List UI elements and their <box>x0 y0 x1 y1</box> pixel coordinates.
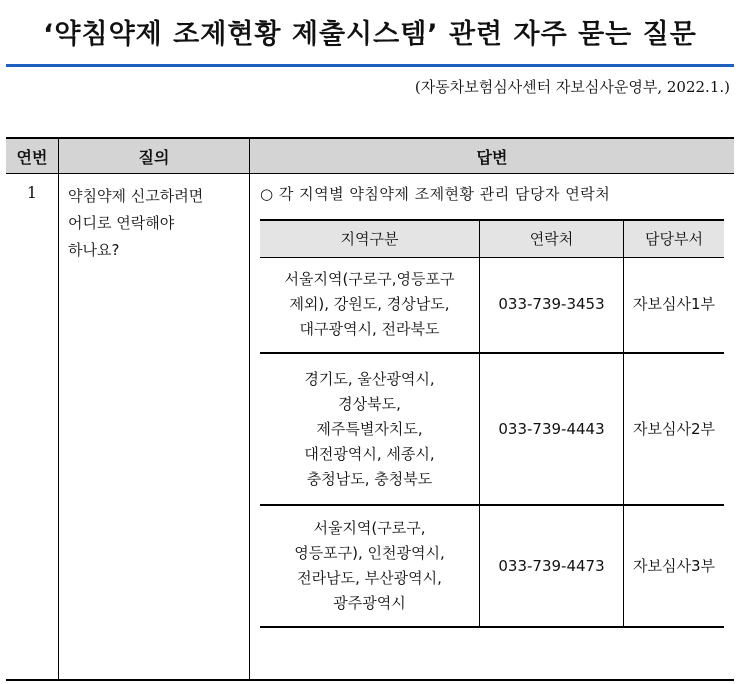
faq-table <box>6 137 734 681</box>
region-line: 광주광역시 <box>333 594 406 612</box>
column-divider <box>58 139 59 679</box>
region-cell <box>260 257 479 352</box>
question-text <box>68 183 246 264</box>
contact-row <box>260 257 724 354</box>
region-line: 제외), 강원도, 경상남도, <box>289 295 450 313</box>
phone-cell: 033-739-4473 <box>498 556 605 575</box>
column-divider <box>249 139 250 679</box>
page-title: ‘약침약제 조제현황 제출시스템’ 관련 자주 묻는 질문 <box>43 19 697 50</box>
contact-row <box>260 506 724 628</box>
header-answer: 답변 <box>250 139 734 174</box>
region-line: 경상북도, <box>338 394 401 413</box>
dept-cell: 자보심사3부 <box>633 556 715 575</box>
region-line: 대전광역시, 세종시, <box>304 444 435 463</box>
region-line: 제주특별자치도, <box>316 419 423 438</box>
contact-header-row <box>260 219 724 258</box>
contact-row <box>260 354 724 506</box>
region-cell <box>260 506 479 626</box>
contact-header-phone: 연락처 <box>529 229 574 248</box>
contact-header-dept: 담당부서 <box>645 229 703 248</box>
header-question: 질의 <box>59 139 249 174</box>
answer-intro: ○ 각 지역별 약침약제 조제현황 관리 담당자 연락처 <box>260 185 611 203</box>
region-line: 서울지역(구로구,영등포구 <box>284 270 455 288</box>
region-line: 대구광역시, 전라북도 <box>299 320 440 338</box>
phone-cell: 033-739-4443 <box>498 419 605 438</box>
title-banner <box>6 0 734 67</box>
question-line: 하나요? <box>68 241 120 259</box>
region-line: 경기도, 울산광역시, <box>304 369 435 388</box>
region-line: 영등포구), 인천광역시, <box>294 544 445 562</box>
region-cell <box>260 354 479 504</box>
row-number: 1 <box>26 183 38 202</box>
region-line: 전라남도, 부산광역시, <box>297 569 442 587</box>
region-line: 서울지역(구로구, <box>313 519 426 537</box>
source-note: (자동차보험심사센터 자보심사운영부, 2022.1.) <box>414 78 730 96</box>
dept-cell: 자보심사1부 <box>633 295 715 313</box>
contact-header-region: 지역구분 <box>340 229 399 248</box>
question-line: 약침약제 신고하려면 <box>68 187 204 205</box>
question-line: 어디로 연락해야 <box>68 214 175 232</box>
phone-cell: 033-739-3453 <box>498 295 605 313</box>
region-line: 충청남도, 충청북도 <box>306 469 433 488</box>
dept-cell: 자보심사2부 <box>633 419 715 438</box>
header-num: 연번 <box>6 139 58 174</box>
